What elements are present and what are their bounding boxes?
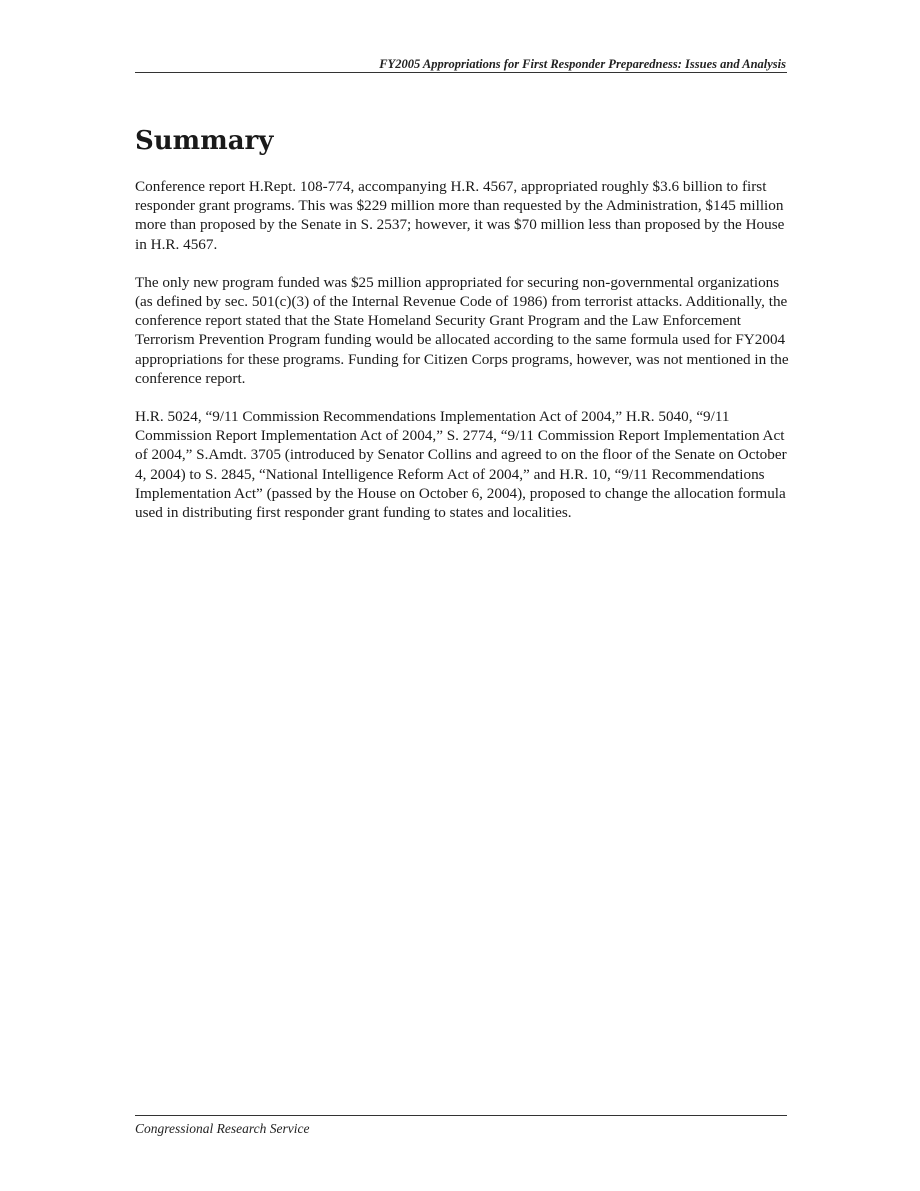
running-header: FY2005 Appropriations for First Responder Preparedness: Issues and Analysis	[379, 57, 786, 71]
paragraph-2: The only new program funded was $25 million appropriated for securing non-governmental organizations (as defined by sec. 501(c)(3) of the Internal Revenue Code of 1986) from terrorist attacks. Additionally, the conference report stated that the State Homeland Security Grant Program and the Law Enforcement Terrorism Prevention Program funding would be allocated according to the same formula used for FY2004 appropriations for these programs. Funding for Citizen Corps programs, however, was not mentioned in the conference report.	[135, 273, 789, 387]
summary-body	[135, 177, 795, 541]
footer-divider	[135, 1115, 787, 1116]
header-divider	[135, 72, 787, 73]
paragraph-3: H.R. 5024, “9/11 Commission Recommendations Implementation Act of 2004,” H.R. 5040, “9/11 Commission Report Implementation Act of 2004,” S. 2774, “9/11 Commission Report Implementation Act of 2004,” S.Amdt. 3705 (introduced by Senator Collins and agreed to on the floor of the Senate on October 4, 2004) to S. 2845, “National Intelligence Reform Act of 2004,” and H.R. 10, “9/11 Recommendations Implementation Act” (passed by the House on October 6, 2004), proposed to change the allocation formula used in distributing first responder grant funding to states and localities.	[135, 408, 787, 522]
paragraph-1: Conference report H.Rept. 108-774, accompanying H.R. 4567, appropriated roughly $3.6 billion to first responder grant programs. This was $229 million more than requested by the Administration, $145 million more than proposed by the Senate in S. 2537; however, it was $70 million less than proposed by the House in H.R. 4567.	[135, 178, 785, 253]
running-footer: Congressional Research Service	[135, 1121, 310, 1136]
section-title: Summary	[135, 126, 274, 156]
